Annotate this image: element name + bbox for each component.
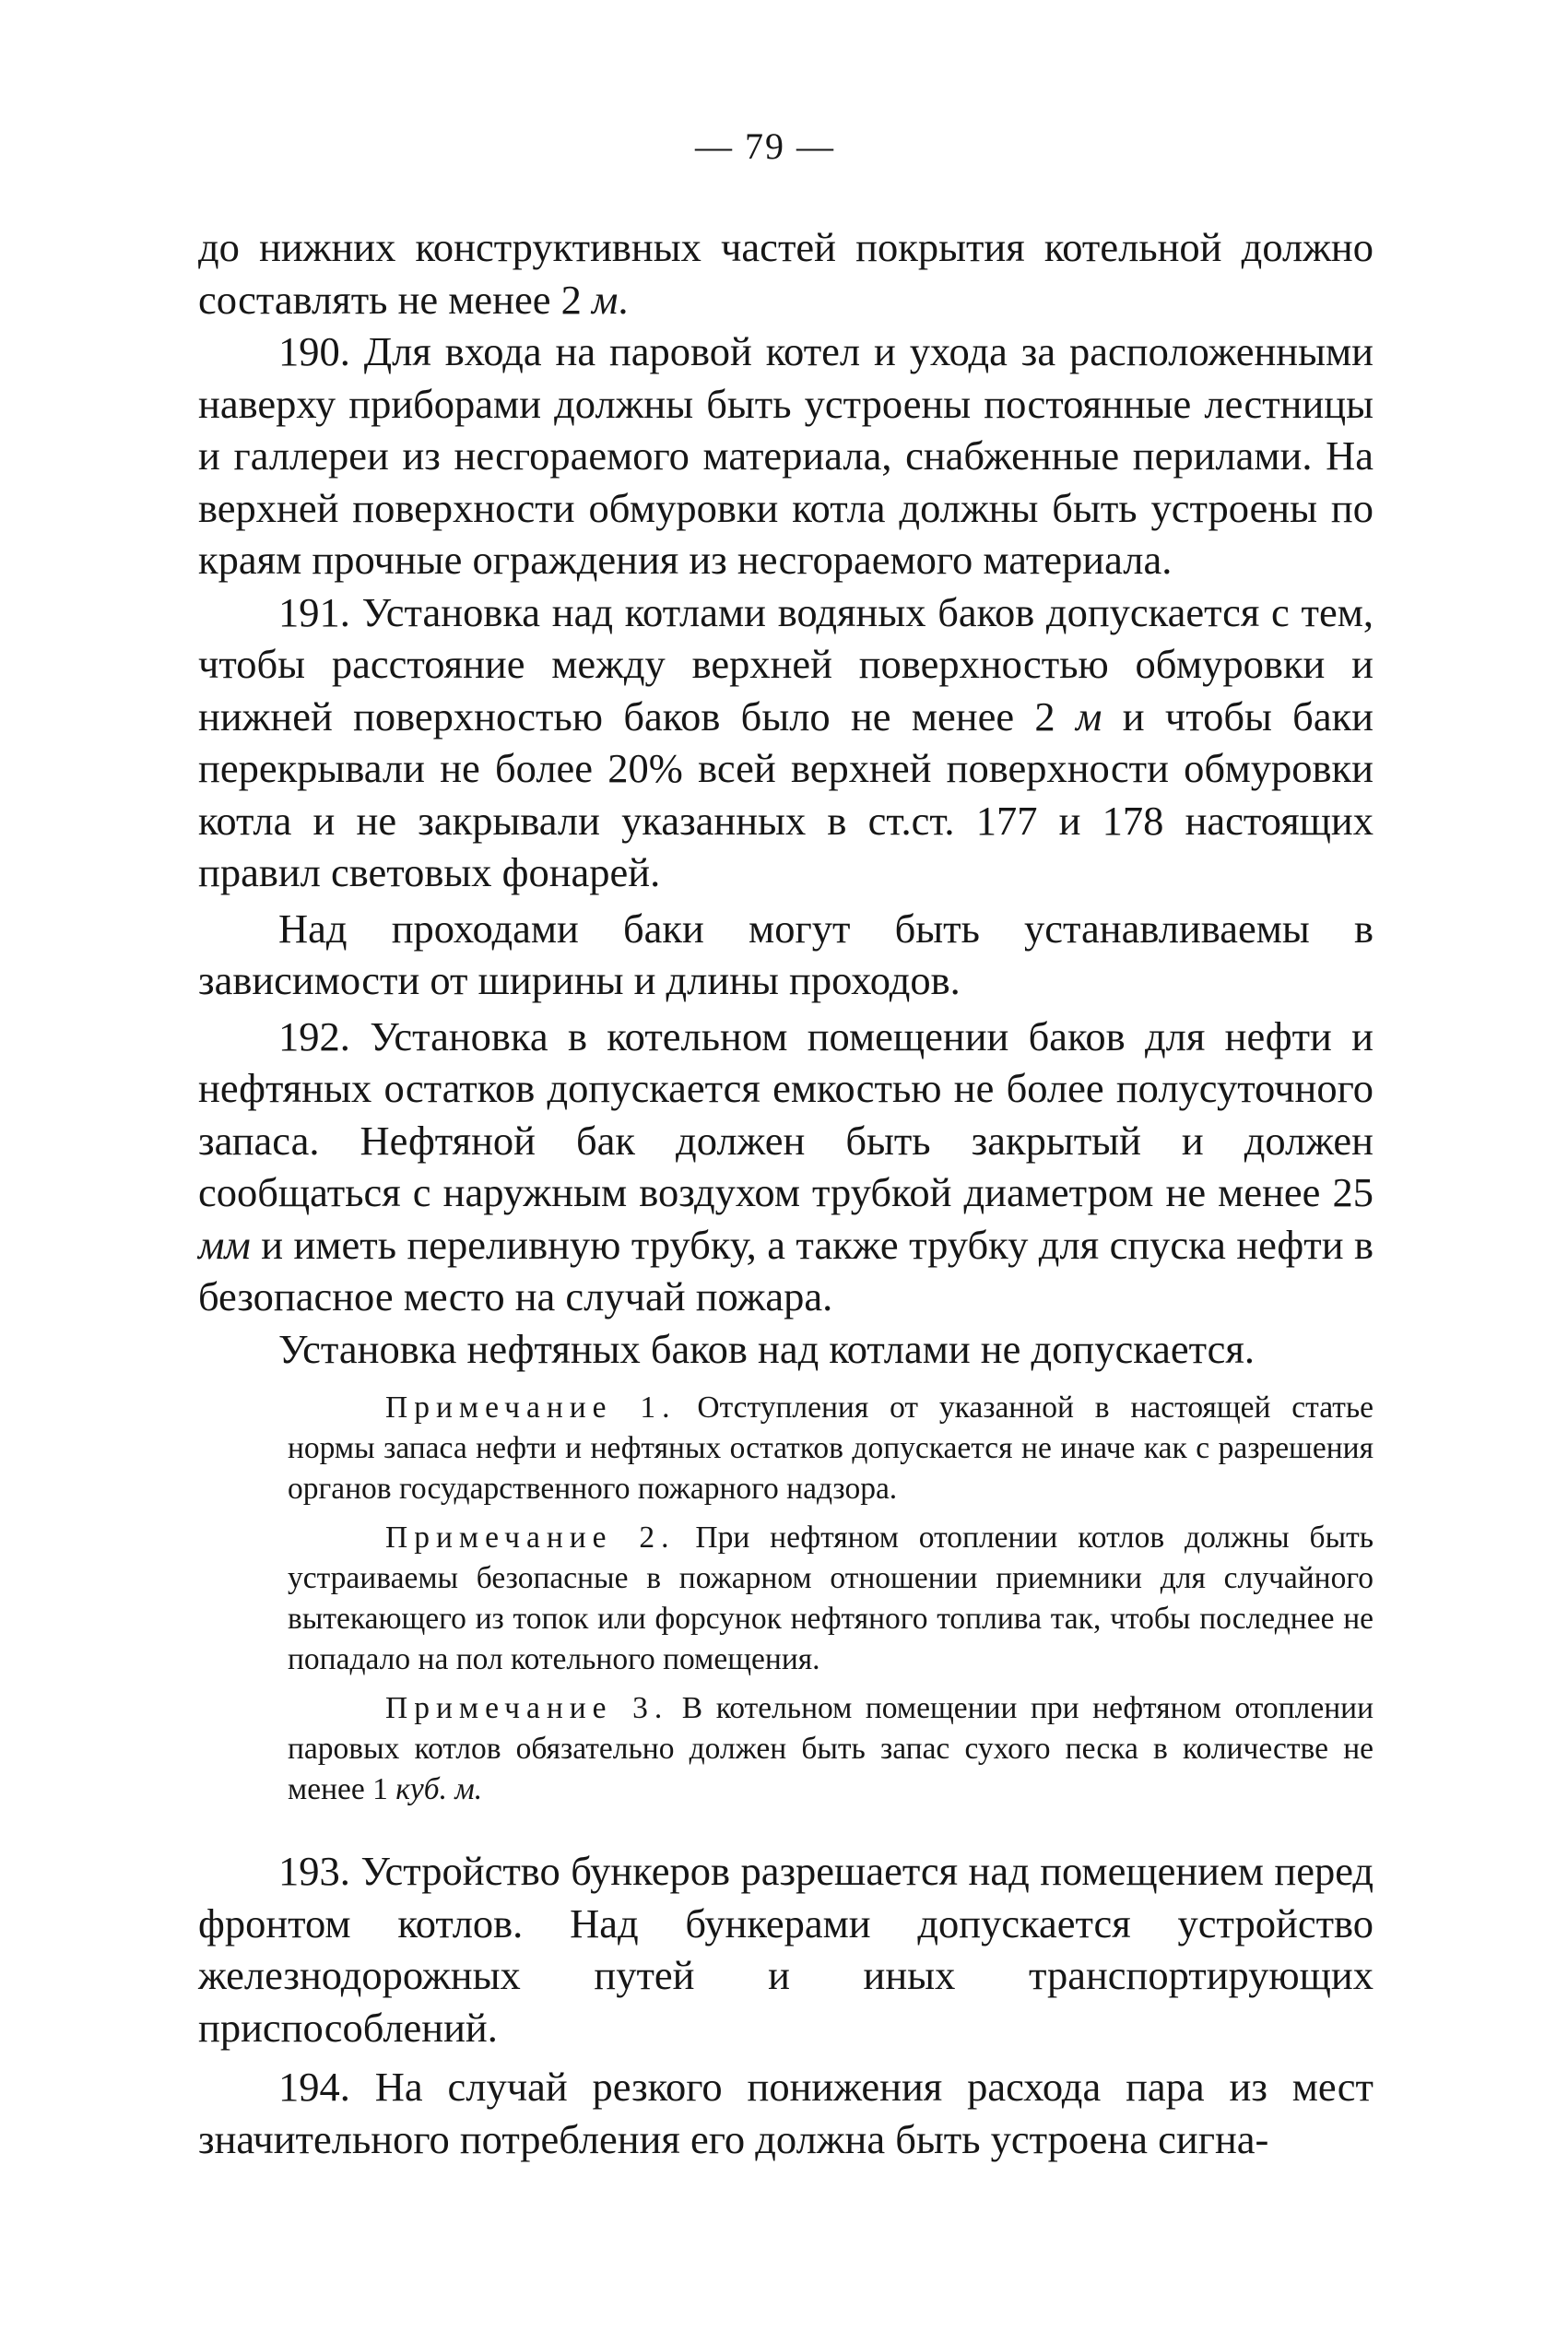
paragraph-190: 190. Для входа на паровой котел и ухода за расположенными наверху приборами должны быть устроены постоянные лестницы и галлереи из несгораемого материала, снабженные перилами. На верхней поверхности обмуровки котла должны быть устроены по краям прочные ограждения из несгораемого материала.: [198, 328, 1373, 583]
body-text: [198, 221, 1373, 2165]
note-text: Отступления от указанной в настоящей статье нормы запаса нефти и нефтяных остатков допускается не иначе как с разрешения органов государственного пожарного надзора.: [288, 1390, 1373, 1506]
notes-block: [288, 1388, 1373, 1810]
paragraph-193: 193. Устройство бункеров разрешается над помещением перед фронтом котлов. Над бункерами допускается устройство железнодорожных путей и иных транспортирующих приспособлений.: [198, 1848, 1373, 2051]
note-label: Примечание 3.: [385, 1691, 669, 1725]
note-text: При нефтяном отоплении котлов должны быть устраиваемы безопасные в пожарном отношении приемники для случайного вытекающего из топок или форсунок нефтяного топлива так, чтобы последнее не попадало на пол котельного помещения.: [288, 1520, 1374, 1676]
paragraph-194: 194. На случай резкого понижения расхода пара из мест значительного потребления его должна быть устроена сигна-: [198, 2064, 1373, 2162]
paragraph-continuation: до нижних конструктивных частей покрытия котельной должно составлять не менее 2 м.: [198, 224, 1373, 323]
unit-abbreviation: мм: [198, 1221, 251, 1268]
note-label: Примечание 2.: [385, 1520, 676, 1555]
unit-abbreviation: куб. м.: [395, 1772, 483, 1806]
paragraph-192-addendum: Установка нефтяных баков над котлами не допускается.: [278, 1325, 1255, 1372]
paragraph-191-addendum: Над проходами баки могут быть устанавливаемы в зависимости от ширины и длины проходов.: [198, 905, 1373, 1003]
paragraph-192: 192. Установка в котельном помещении баков для нефти и нефтяных остатков допускается емкостью не более полусуточного запаса. Нефтяной бак должен быть закрытый и должен сообщаться с наружным воздухом трубкой диаметром не менее 25 мм и иметь переливную трубку, а также трубку для спуска нефти в безопасное место на случай пожара.: [198, 1012, 1373, 1319]
note-1: [288, 1388, 1373, 1509]
unit-abbreviation: м: [592, 276, 619, 323]
note-3: [288, 1688, 1373, 1810]
unit-abbreviation: м: [1075, 692, 1102, 740]
note-text: В котельном помещении при нефтяном отоплении паровых котлов обязательно должен быть запас сухого песка в количестве не менее 1 куб. м.: [288, 1691, 1374, 1806]
note-2: [288, 1518, 1373, 1680]
note-label: Примечание 1.: [385, 1390, 677, 1425]
paragraph-191: 191. Установка над котлами водяных баков допускается с тем, чтобы расстояние между верхней поверхностью обмуровки и нижней поверхностью баков было не менее 2 м и чтобы баки перекрывали не более 20% всей верхней поверхности обмуровки котла и не закрывали указанных в ст.ст. 177 и 178 настоящих правил световых фонарей.: [198, 588, 1373, 895]
page-number: — 79 —: [695, 125, 835, 167]
